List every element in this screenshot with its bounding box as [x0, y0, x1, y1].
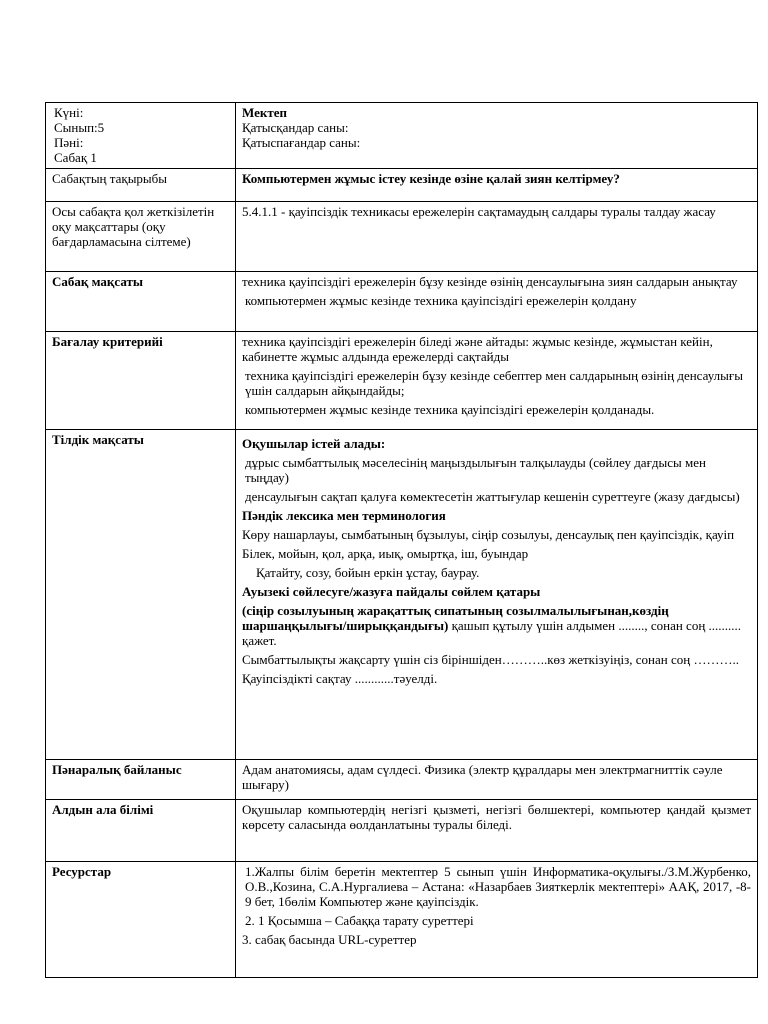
present-count-label: Қатысқандар саны: [242, 120, 349, 135]
vocab-item: Білек, мойын, қол, арқа, иық, омыртқа, іш, буындар [242, 546, 529, 561]
phrase-rest: қашып құтылу үшін алдымен ........, сонан соң .......... қажет. [242, 618, 742, 648]
lesson-label: Сабақ 1 [54, 150, 97, 165]
phrase-item [242, 603, 751, 648]
vocab-item: Көру нашарлауы, сымбатының бұзылуы, сіңір созылуы, денсаулық пен қауіпсіздік, қауіп [242, 527, 735, 542]
topic-value: Компьютермен жұмыс істеу кезінде өзіне қалай зиян келтірмеу? [236, 169, 758, 202]
can-heading: Оқушылар істей алады: [242, 436, 386, 451]
header-row [46, 103, 758, 169]
topic-row [46, 169, 758, 202]
interdisciplinary-row [46, 760, 758, 800]
prior-label: Алдын ала білімі [46, 800, 236, 862]
phrase-item: Сымбаттылықты жақсарту үшін сіз біріншіден………..көз жеткізуіңіз, сонан соң ……….. [242, 652, 739, 667]
resource-item: 2. 1 Қосымша – Сабаққа тарату суреттері [245, 913, 474, 928]
objectives-row [46, 202, 758, 272]
interdisciplinary-value: Адам анатомиясы, адам сүлдесі. Физика (электр құралдары мен электрмагниттік сәуле шығару) [236, 760, 758, 800]
absent-count-label: Қатыспағандар саны: [242, 135, 361, 150]
goal-line: компьютермен жұмыс кезінде техника қауіпсіздігі ережелерін қолдану [245, 293, 637, 308]
vocab-item: Қатайту, созу, бойын еркін ұстау, баурау. [256, 565, 480, 580]
criteria-line: компьютермен жұмыс кезінде техника қауіпсіздігі ережелерін қолданады. [245, 402, 655, 417]
grade-label: Сынып:5 [54, 120, 105, 135]
resource-item: 3. сабақ басында URL-суреттер [242, 932, 417, 947]
goal-label: Сабақ мақсаты [46, 272, 236, 332]
resources-row [46, 862, 758, 978]
vocab-heading: Пәндік лексика мен терминология [242, 508, 446, 523]
goal-row [46, 272, 758, 332]
phrases-heading: Ауызекі сөйлесуге/жазуға пайдалы сөйлем қатары [242, 584, 541, 599]
header-right-cell [236, 103, 758, 169]
criteria-row [46, 332, 758, 430]
objectives-value: 5.4.1.1 - қауіпсіздік техникасы ережелерін сақтамаудың салдары туралы талдау жасау [236, 202, 758, 272]
phrase-item: Қауіпсіздікті сақтау ............тәуелді. [242, 671, 438, 686]
criteria-line: техника қауіпсіздігі ережелерін бұзу кезінде себептер мен салдарының өзінің денсаулығы үшін салдарын айқындайды; [245, 368, 743, 398]
criteria-label: Бағалау критерийі [46, 332, 236, 430]
can-item: дұрыс сымбаттылық мәселесінің маңыздылығын талқылауды (сөйлеу дағдысы мен тыңдау) [245, 455, 706, 485]
resource-item: 1.Жалпы білім беретін мектептер 5 сынып үшін Информатика-оқулығы./З.М.Журбенко, О.В.,Козина, С.А.Нургалиева – Астана: «Назарбаев Зияткерлік мектептері» ААҚ, 2017, -8-9 бет, 1бөлім Компьютер және қауіпсіздік. [245, 864, 751, 909]
resources-value [236, 862, 758, 978]
language-row [46, 430, 758, 760]
objectives-label: Осы сабақта қол жеткізілетін оқу мақсаттары (оқу бағдарламасына сілтеме) [46, 202, 236, 272]
interdisciplinary-label: Пәнаралық байланыс [46, 760, 236, 800]
prior-row [46, 800, 758, 862]
lesson-plan-table [45, 102, 758, 978]
resources-label: Ресурстар [46, 862, 236, 978]
subject-label: Пәні: [54, 135, 84, 150]
language-value [236, 430, 758, 760]
topic-label: Сабақтың тақырыбы [46, 169, 236, 202]
can-item: денсаулығын сақтап қалуға көмектесетін жаттығулар кешенін суреттеугe (жазу дағдысы) [245, 489, 740, 504]
prior-value: Оқушылар компьютердің негізгі қызметі, негізгі бөлшектері, компьютер қандай қызмет көрсету саласында өолданлатыны туралы біледі. [236, 800, 758, 862]
school-label: Мектеп [242, 105, 288, 120]
criteria-line: техника қауіпсіздігі ережелерін біледі және айтады: жұмыс кезінде, жұмыстан кейін, кабинетте жұмыс алдында ережелерді сақтайды [242, 334, 713, 364]
header-left-cell [46, 103, 236, 169]
criteria-value [236, 332, 758, 430]
goal-value [236, 272, 758, 332]
phrase-bold: (сіңір созылуының жарақаттық сипатының созылмалылығынан,көздің шаршаңқылығы/ширыққандығы) [242, 603, 669, 633]
date-label: Күні: [54, 105, 84, 120]
goal-line: техника қауіпсіздігі ережелерін бұзу кезінде өзінің денсаулығына зиян салдарын анықтау [242, 274, 738, 289]
language-label: Тілдік мақсаты [46, 430, 236, 760]
